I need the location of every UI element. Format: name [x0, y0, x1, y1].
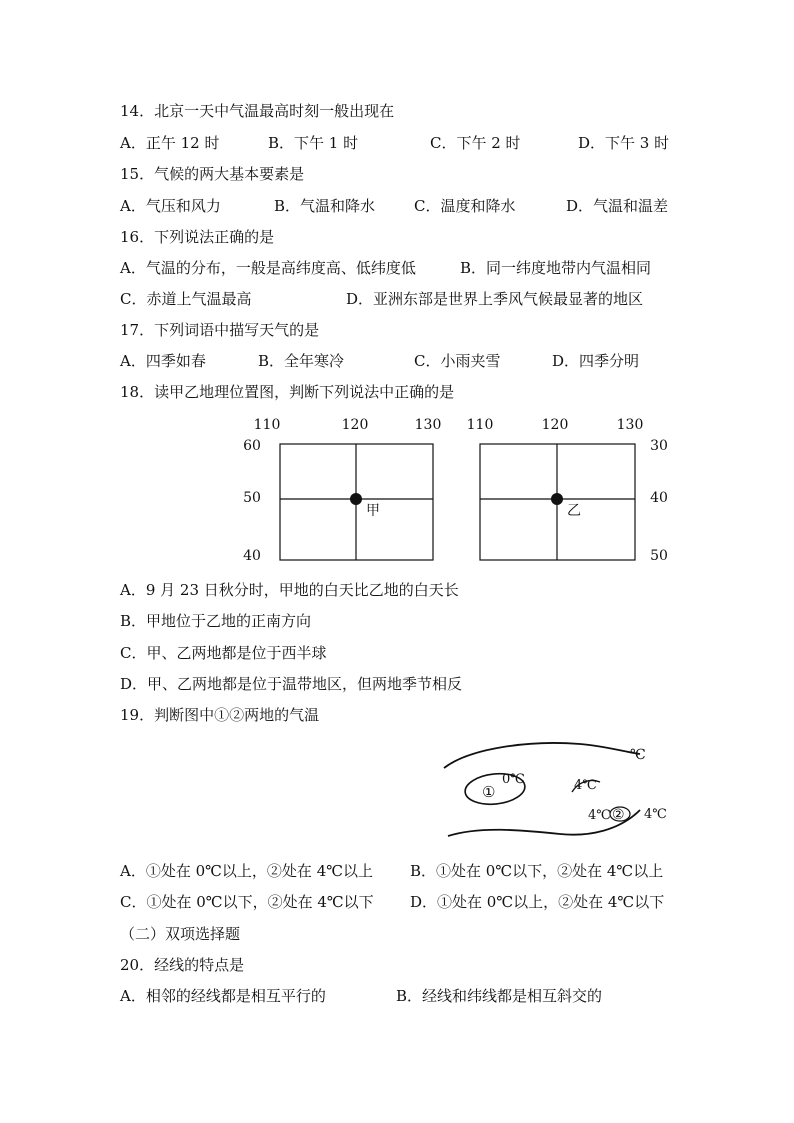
q19-option-d: D．①处在 0℃以上，②处在 4℃以下: [410, 893, 665, 911]
yi-point: [551, 493, 563, 505]
yi-lon-110: 110: [466, 417, 494, 433]
label-0c: 0℃: [502, 772, 525, 787]
label-4c-small: 4℃: [588, 808, 611, 823]
q14-option-b: B．下午 1 时: [268, 134, 359, 152]
q16-option-d: D．亚洲东部是世界上季风气候最显著的地区: [346, 290, 644, 308]
q17-option-a: A．四季如春: [120, 352, 206, 370]
map-jia: [243, 417, 441, 564]
jia-lon-130: 130: [414, 417, 442, 433]
yi-lon-130: 130: [616, 417, 644, 433]
q17-option-b: B．全年寒冷: [258, 352, 345, 370]
section-2-title: （二）双项选择题: [120, 925, 241, 943]
q14-option-c: C．下午 2 时: [430, 134, 521, 152]
label-4c-right: 4℃: [644, 807, 667, 822]
jia-point-label: 甲: [366, 503, 380, 519]
jia-lon-120: 120: [341, 417, 369, 433]
q16-option-c: C．赤道上气温最高: [120, 290, 252, 308]
q18-stem: 18．读甲乙地理位置图，判断下列说法中正确的是: [120, 383, 455, 401]
q19-option-a: A．①处在 0℃以上，②处在 4℃以上: [120, 862, 374, 880]
q15-option-b: B．气温和降水: [274, 197, 376, 215]
marker-1: ①: [482, 783, 496, 801]
q15-option-d: D．气温和温差: [566, 197, 669, 215]
q16-option-b: B．同一纬度地带内气温相同: [460, 259, 652, 277]
q19-option-b: B．①处在 0℃以下，②处在 4℃以上: [410, 862, 664, 880]
jia-lat-50: 50: [243, 490, 261, 506]
map-yi: [467, 417, 668, 564]
marker-2: ②: [612, 807, 625, 823]
yi-lon-120: 120: [541, 417, 569, 433]
q20-stem: 20．经线的特点是: [120, 956, 245, 974]
jia-lat-60: 60: [243, 438, 261, 454]
label-4c-inner: 4℃: [574, 778, 597, 793]
q18-option-a: A．9 月 23 日秋分时，甲地的白天比乙地的白天长: [120, 581, 459, 599]
q19-stem: 19．判断图中①②两地的气温: [120, 706, 320, 724]
yi-lat-40: 40: [650, 490, 668, 506]
q14-stem: 14．北京一天中气温最高时刻一般出现在: [120, 102, 395, 120]
q15-option-c: C．温度和降水: [414, 197, 516, 215]
q19-isotherm-figure: [440, 738, 680, 848]
yi-point-label: 乙: [567, 503, 581, 519]
jia-lon-110: 110: [253, 417, 281, 433]
q19-option-c: C．①处在 0℃以下，②处在 4℃以下: [120, 893, 374, 911]
q14-option-a: A．正午 12 时: [120, 134, 220, 152]
isotherm-top: [444, 743, 640, 768]
q18-option-b: B．甲地位于乙地的正南方向: [120, 612, 312, 630]
q14-option-d: D．下午 3 时: [578, 134, 670, 152]
yi-lat-30: 30: [650, 438, 668, 454]
jia-lat-40: 40: [243, 548, 261, 564]
q18-option-d: D．甲、乙两地都是位于温带地区，但两地季节相反: [120, 675, 463, 693]
q17-option-c: C．小雨夹雪: [414, 352, 501, 370]
q17-option-d: D．四季分明: [552, 352, 640, 370]
q18-option-c: C．甲、乙两地都是位于西半球: [120, 644, 327, 662]
yi-lat-50: 50: [650, 548, 668, 564]
q15-option-a: A．气压和风力: [120, 197, 221, 215]
q15-stem: 15．气候的两大基本要素是: [120, 165, 305, 183]
q16-option-a: A．气温的分布，一般是高纬度高、低纬度低: [120, 259, 416, 277]
q16-stem: 16．下列说法正确的是: [120, 228, 275, 246]
q18-location-map: [230, 410, 680, 570]
jia-point: [350, 493, 362, 505]
q20-option-a: A．相邻的经线都是相互平行的: [120, 987, 326, 1005]
label-top-c: ℃: [630, 747, 646, 763]
q17-stem: 17．下列词语中描写天气的是: [120, 321, 320, 339]
q20-option-b: B．经线和纬线都是相互斜交的: [396, 987, 603, 1005]
